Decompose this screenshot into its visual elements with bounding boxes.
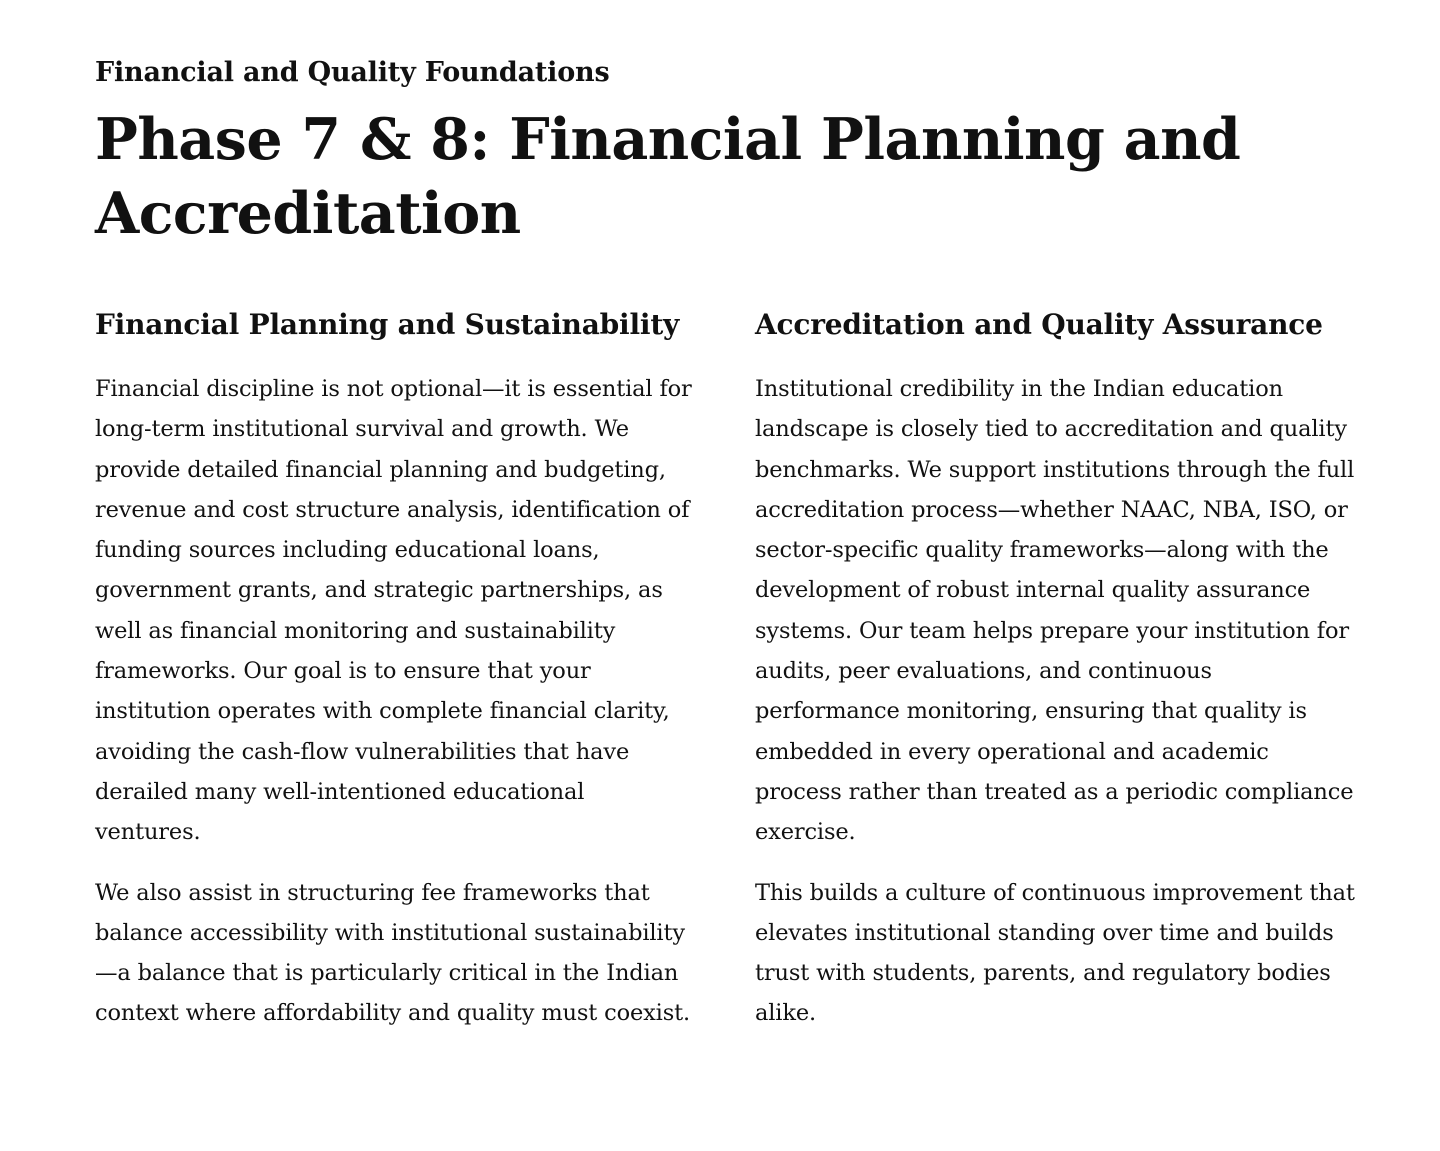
financial-planning-paragraph-1: Financial discipline is not optional—it is essential for long-term institutional survival and growth. We provide detailed financial planning and budgeting, revenue and cost structure analysis, identification of funding sources including educational loans, government grants, and strategic partnerships, as well as financial monitoring and sustainability frameworks. Our goal is to ensure that your institution operates with complete financial clarity, avoiding the cash-flow vulnerabilities that have derailed many well-intentioned educational ventures. bbox=[95, 376, 692, 846]
accreditation-paragraph-2: This builds a culture of continuous improvement that elevates institutional standing over time and builds trust with students, parents, and regulatory bodies alike. bbox=[755, 879, 1355, 1027]
section-eyebrow: Financial and Quality Foundations bbox=[95, 57, 610, 88]
accreditation-column bbox=[755, 305, 1355, 1054]
accreditation-paragraph-1: Institutional credibility in the Indian education landscape is closely tied to accreditation and quality benchmarks. We support institutions through the full accreditation process—whether NAAC, NBA, ISO, or sector-specific quality frameworks—along with the development of robust internal quality assurance systems. Our team helps prepare your institution for audits, peer evaluations, and continuous performance monitoring, ensuring that quality is embedded in every operational and academic process rather than treated as a periodic compliance exercise. bbox=[755, 376, 1355, 846]
two-column-layout bbox=[95, 305, 1355, 1054]
financial-planning-column bbox=[95, 305, 695, 1054]
financial-planning-heading: Financial Planning and Sustainability bbox=[95, 308, 680, 341]
page-title: Phase 7 & 8: Financial Planning and Accreditation bbox=[95, 106, 1241, 247]
financial-planning-paragraph-2: We also assist in structuring fee frameworks that balance accessibility with institutional sustainability—a balance that is particularly critical in the Indian context where affordability and quality must coexist. bbox=[95, 879, 691, 1027]
content-section bbox=[95, 55, 1355, 1027]
accreditation-heading: Accreditation and Quality Assurance bbox=[755, 308, 1323, 341]
